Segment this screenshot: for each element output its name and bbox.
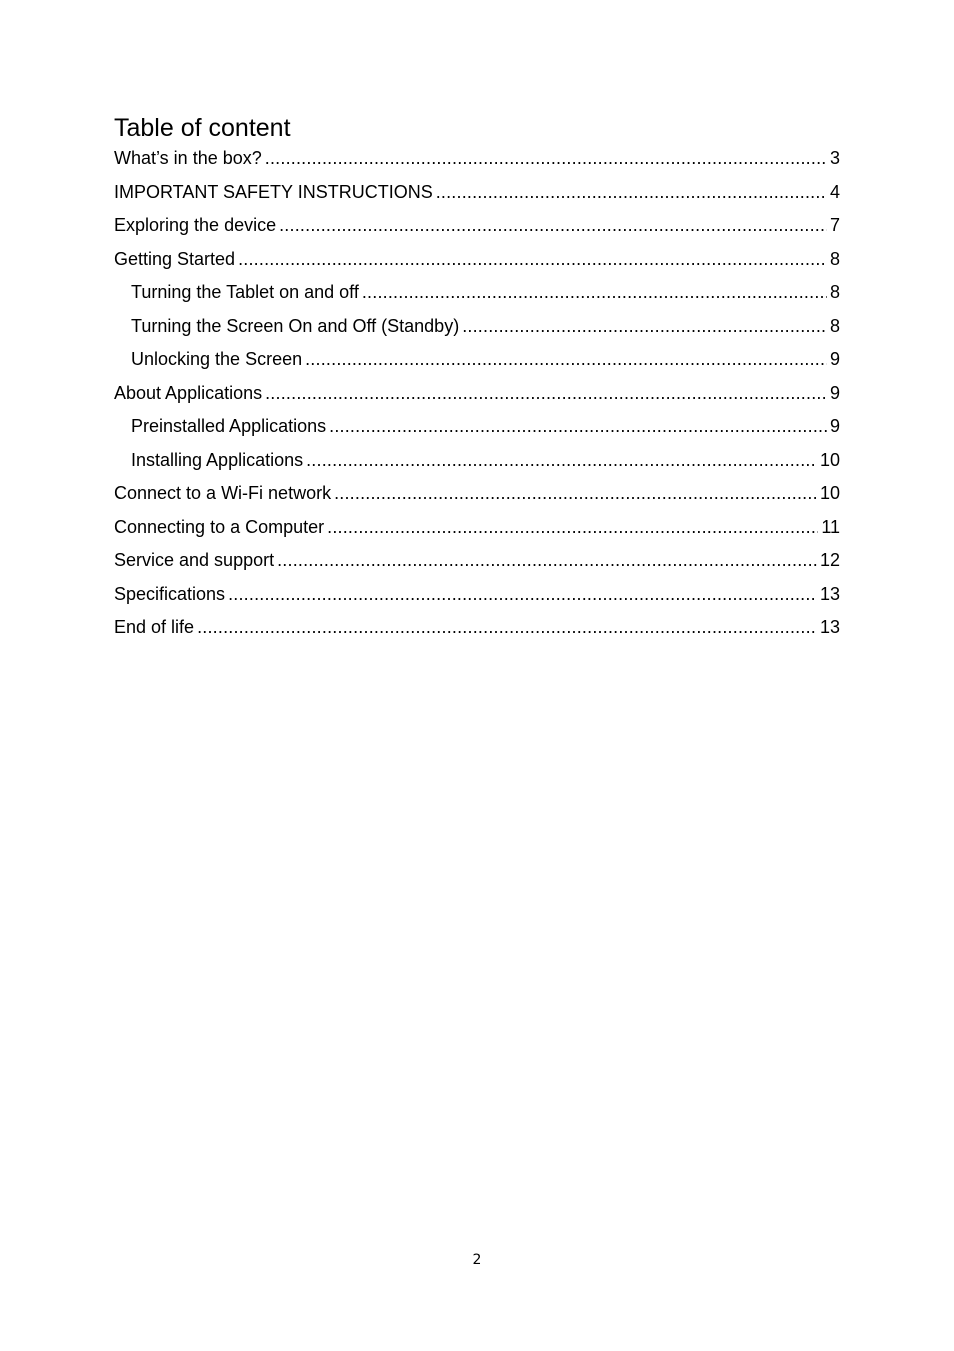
- toc-dot-leader: [197, 613, 817, 641]
- page-number: 2: [472, 1252, 482, 1268]
- toc-dot-leader: [306, 446, 817, 474]
- toc-entry-end-of-life[interactable]: [114, 613, 840, 647]
- toc-entry-label: IMPORTANT SAFETY INSTRUCTIONS: [114, 181, 433, 202]
- toc-entry-unlocking-the-screen[interactable]: [114, 345, 840, 379]
- toc-entry-turning-screen-on-off[interactable]: [114, 312, 840, 346]
- toc-entry-page: 13: [819, 583, 840, 604]
- toc-entry-installing-applications[interactable]: [114, 446, 840, 480]
- toc-dot-leader: [228, 580, 817, 608]
- toc-dot-leader: [334, 479, 817, 507]
- toc-entry-specifications[interactable]: [114, 580, 840, 614]
- toc-dot-leader: [327, 513, 818, 541]
- toc-entry-label: Connecting to a Computer: [114, 516, 325, 537]
- toc-entry-label: Getting Started: [114, 248, 236, 269]
- toc-entry-connect-wifi[interactable]: [114, 479, 840, 513]
- toc-entry-page: 9: [829, 416, 840, 436]
- toc-entry-label: Installing Applications: [131, 449, 304, 470]
- toc-entry-exploring-the-device[interactable]: [114, 211, 840, 245]
- toc-entry-getting-started[interactable]: [114, 245, 840, 279]
- toc-entry-preinstalled-applications[interactable]: [114, 412, 840, 446]
- toc-entry-whats-in-the-box[interactable]: [114, 144, 840, 178]
- toc-entry-page: 4: [829, 181, 840, 202]
- toc-entry-label: Connect to a Wi-Fi network: [114, 483, 332, 503]
- toc-dot-leader: [277, 546, 817, 574]
- toc-entry-page: 12: [819, 550, 840, 570]
- toc-dot-leader: [362, 278, 827, 306]
- toc-entry-label: Unlocking the Screen: [131, 349, 303, 369]
- toc-entry-important-safety-instructions[interactable]: [114, 178, 840, 212]
- toc-dot-leader: [436, 178, 827, 206]
- toc-dot-leader: [279, 211, 827, 239]
- toc-dot-leader: [305, 345, 827, 373]
- table-of-contents: [114, 144, 840, 647]
- toc-entry-label: Turning the Screen On and Off (Standby): [131, 315, 460, 336]
- toc-entry-label: Exploring the device: [114, 215, 277, 235]
- toc-entry-label: Preinstalled Applications: [131, 416, 327, 436]
- toc-entry-page: 3: [829, 148, 840, 168]
- toc-entry-page: 8: [829, 315, 840, 336]
- toc-dot-leader: [462, 312, 827, 340]
- toc-dot-leader: [265, 144, 827, 172]
- toc-entry-page: 8: [829, 248, 840, 269]
- toc-entry-label: Specifications: [114, 583, 226, 604]
- toc-entry-label: Turning the Tablet on and off: [131, 282, 359, 302]
- toc-entry-page: 11: [821, 516, 840, 537]
- toc-title: Table of content: [114, 114, 291, 142]
- toc-dot-leader: [265, 379, 827, 407]
- toc-dot-leader: [238, 245, 827, 273]
- toc-dot-leader: [329, 412, 827, 440]
- toc-entry-page: 9: [829, 382, 840, 403]
- toc-entry-page: 13: [819, 617, 840, 637]
- toc-entry-about-applications[interactable]: [114, 379, 840, 413]
- toc-entry-page: 9: [829, 349, 840, 369]
- toc-entry-page: 7: [829, 215, 840, 235]
- toc-entry-label: End of life: [114, 617, 195, 637]
- toc-entry-connecting-computer[interactable]: [114, 513, 840, 547]
- toc-entry-label: Service and support: [114, 550, 275, 570]
- toc-entry-page: 10: [819, 483, 840, 503]
- toc-entry-page: 10: [819, 449, 840, 470]
- toc-entry-label: What’s in the box?: [114, 148, 262, 168]
- toc-entry-label: About Applications: [114, 382, 263, 403]
- toc-entry-service-and-support[interactable]: [114, 546, 840, 580]
- toc-entry-page: 8: [829, 282, 840, 302]
- toc-entry-turning-tablet-on-off[interactable]: [114, 278, 840, 312]
